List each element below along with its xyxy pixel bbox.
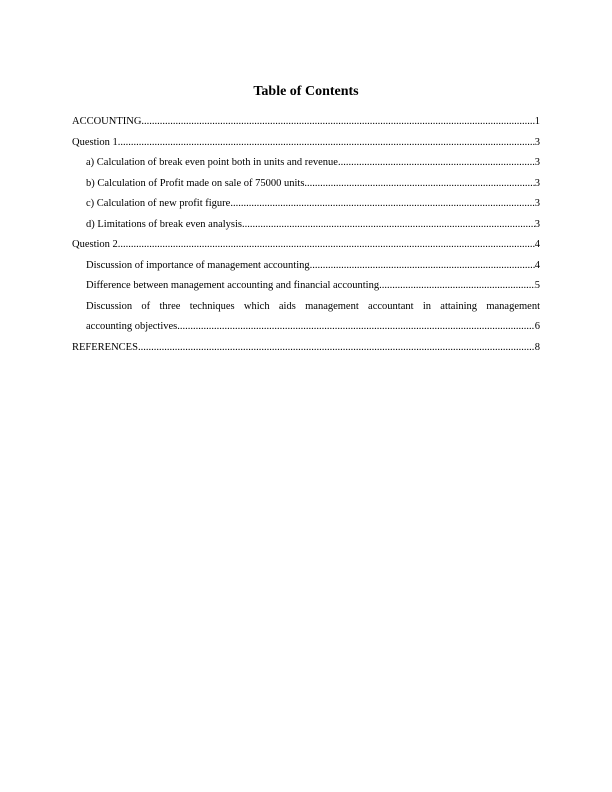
toc-page-number: 4 — [534, 259, 540, 271]
toc-entry-text: ACCOUNTING — [72, 116, 142, 127]
dot-leader — [304, 174, 534, 195]
dot-leader — [177, 317, 534, 338]
toc-entry-break-even[interactable] — [72, 153, 540, 174]
toc-entry-text: d) Limitations of break even analysis — [86, 218, 242, 230]
dot-leader — [118, 235, 535, 256]
toc-entry-text: REFERENCES — [72, 341, 138, 353]
toc-entry-question-2[interactable] — [72, 235, 540, 256]
toc-entry-new-profit[interactable] — [72, 194, 540, 215]
dot-leader — [338, 153, 535, 174]
dot-leader — [379, 276, 535, 297]
toc-entry-text-line-2: accounting objectives — [86, 321, 178, 332]
toc-list — [72, 112, 540, 358]
toc-page-number: 5 — [534, 280, 540, 291]
toc-entry-text: Question 1 — [72, 136, 118, 148]
toc-page-number: 3 — [534, 136, 540, 148]
toc-entry-second-line — [86, 317, 540, 338]
dot-leader — [230, 194, 534, 215]
toc-entry-profit-75000[interactable] — [72, 174, 540, 195]
toc-page-number: 3 — [534, 198, 540, 209]
toc-title: Table of Contents — [253, 84, 359, 99]
toc-page-number: 8 — [534, 341, 540, 353]
toc-page-number: 6 — [534, 321, 540, 332]
toc-entry-text: a) Calculation of break even point both in units and revenue — [86, 157, 338, 168]
toc-page-number: 1 — [534, 116, 540, 127]
toc-entry-text: Discussion of importance of management accounting — [86, 259, 310, 271]
toc-entry-references[interactable] — [72, 338, 540, 359]
toc-page-number: 4 — [534, 239, 540, 250]
toc-entry-difference[interactable] — [72, 276, 540, 297]
dot-leader — [138, 338, 535, 359]
toc-entry-importance[interactable] — [72, 256, 540, 277]
toc-page-number: 3 — [534, 177, 540, 189]
toc-entry-question-1[interactable] — [72, 133, 540, 154]
toc-page-number: 3 — [534, 157, 540, 168]
toc-page-number: 3 — [534, 218, 540, 230]
dot-leader — [242, 215, 535, 236]
toc-entry-text: Question 2 — [72, 239, 118, 250]
dot-leader — [118, 133, 535, 154]
toc-entry-text: Difference between management accounting and financial accounting — [86, 280, 380, 291]
toc-entry-text-line-1: Discussion of three techniques which aids management accountant in attaining management — [86, 300, 540, 312]
toc-entry-text: b) Calculation of Profit made on sale of 75000 units — [86, 177, 305, 189]
dot-leader — [310, 256, 535, 277]
toc-entry-text: c) Calculation of new profit figure — [86, 198, 231, 209]
dot-leader — [141, 112, 534, 133]
toc-entry-accounting[interactable] — [72, 112, 540, 133]
toc-entry-three-techniques[interactable] — [72, 297, 540, 338]
toc-entry-limitations[interactable] — [72, 215, 540, 236]
